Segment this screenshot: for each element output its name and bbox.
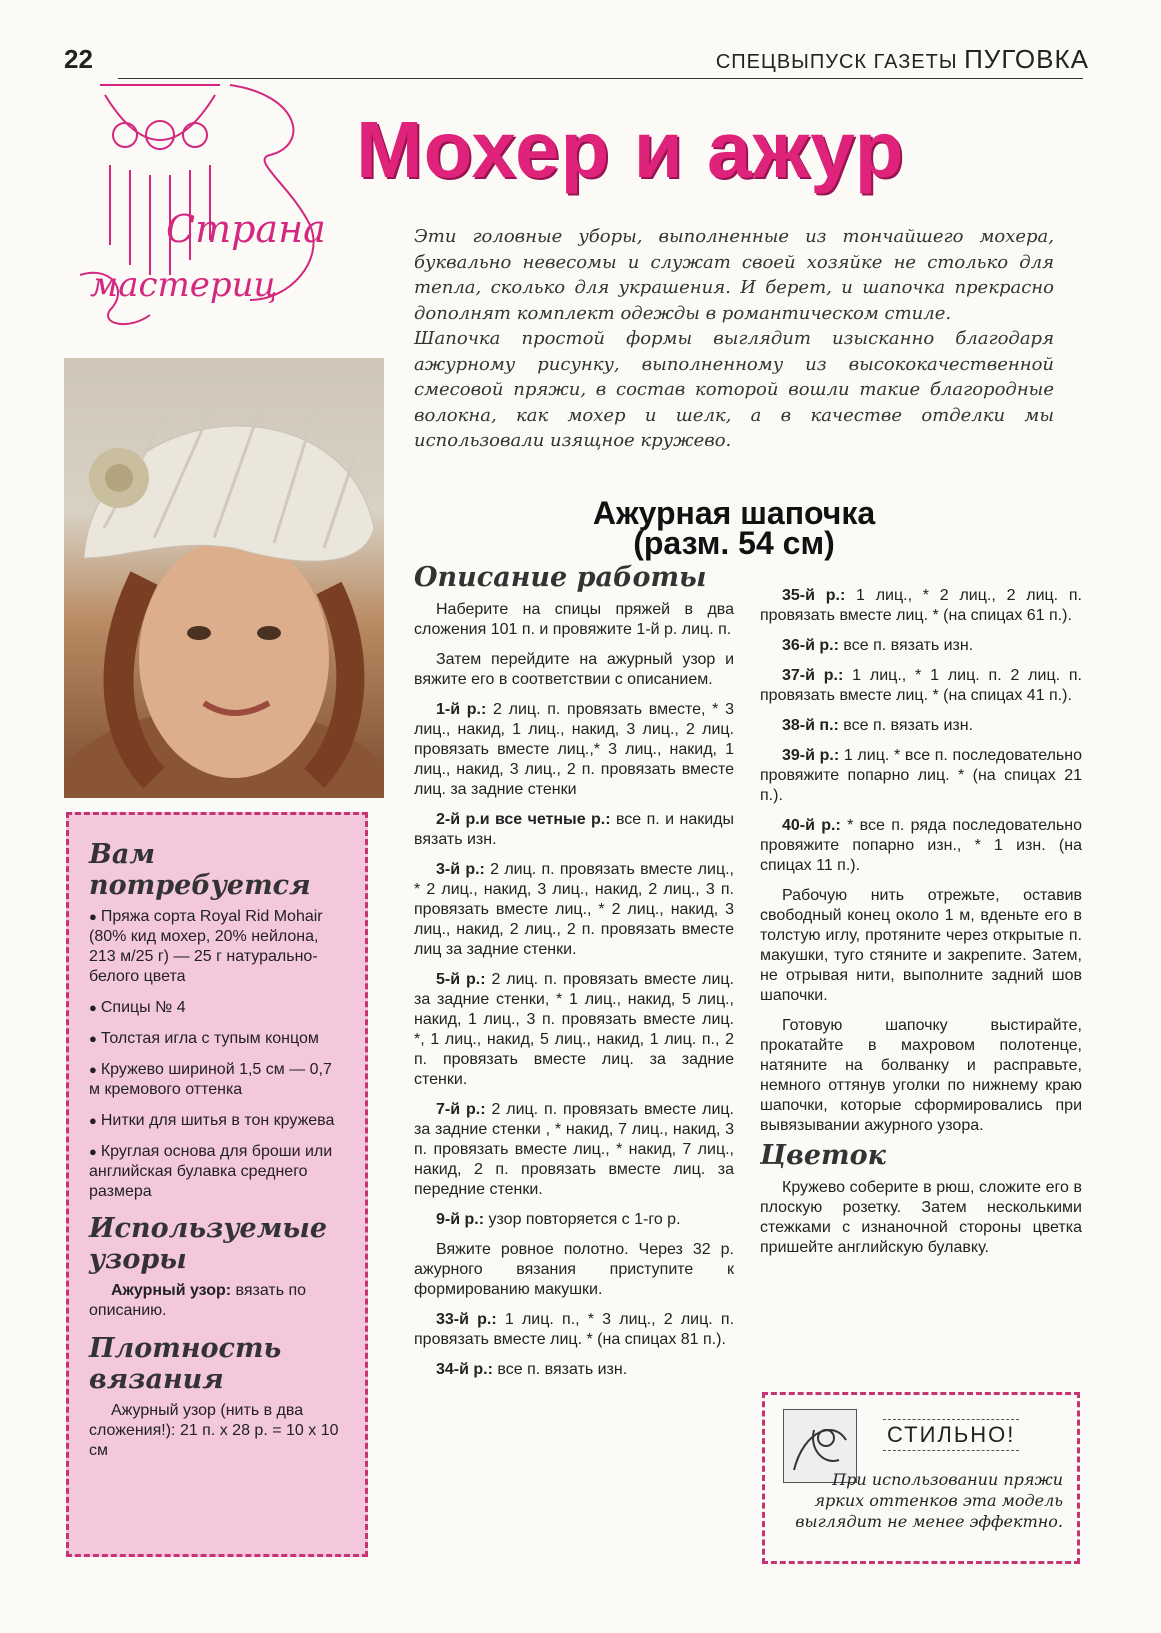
header-section: СПЕЦВЫПУСК ГАЗЕТЫ — [715, 51, 958, 73]
row-label: 7-й р.: — [436, 1101, 486, 1118]
row-label: 34-й р.: — [436, 1361, 493, 1378]
row-instruction — [414, 1100, 734, 1200]
intro-paragraph: Эти головные уборы, выполненные из тончайшего мохера, буквально невесомы и служат своей хозяйке не столько для тепла, сколько для украшения. И берет, и шапочка прекрасно дополнят комплект одежды в романтическом стиле. — [414, 226, 1054, 324]
row-text: узор повторяется с 1-го р. — [484, 1211, 681, 1228]
row-text: 2 лиц. п. провязать вместе лиц. за задние стенки, * 1 лиц., накид, 5 лиц., накид, 1 лиц., 3 п. провязать вместе лиц. *, 1 лиц., накид, 5 лиц., накид, 1 лиц. п., 2 п. провязать вместе лиц. за задние стенки. — [414, 971, 735, 1088]
instructions-column-2 — [760, 586, 1082, 1268]
stylish-tip-box — [762, 1392, 1080, 1564]
row-text: все п. вязать изн. — [838, 717, 974, 734]
flower-text: Кружево соберите в рюш, сложите его в плоскую розетку. Затем несколькими стежками с изнаночной стороны цветка пришейте английскую булавку. — [760, 1179, 1082, 1256]
materials-heading: Вам потребуется — [89, 839, 311, 901]
list-item: ● Круглая основа для броши или английская булавка среднего размера — [89, 1142, 347, 1202]
instructions-column-1 — [414, 562, 735, 1390]
row-instruction — [414, 1360, 734, 1380]
row-text: 2 лиц. п. провязать вместе лиц., * 2 лиц., накид, 3 лиц., накид, 2 лиц., 3 п. провязать вместе лиц., * 2 лиц., накид, 3 лиц., накид, 2 лиц., 2 п. провязать вместе лиц за задние стенки. — [414, 861, 734, 958]
row-instruction — [414, 1210, 734, 1230]
row-instruction — [760, 816, 1082, 876]
patterns-text — [89, 1281, 347, 1321]
density-text: Ажурный узор (нить в два сложения!): 21 п. х 28 р. = 10 х 10 см — [89, 1402, 339, 1459]
pattern-title-line1: Ажурная шапочка — [592, 495, 876, 531]
logo-line1: Страна — [166, 207, 326, 251]
patterns-label: Ажурный узор: — [111, 1282, 232, 1299]
row-instruction — [760, 636, 1082, 656]
row-instruction — [760, 586, 1082, 626]
row-label: 38-й п.: — [782, 717, 839, 734]
row-label: 2-й р.и все четные р.: — [436, 811, 611, 828]
row-label: 9-й р.: — [436, 1211, 485, 1228]
list-item: ● Спицы № 4 — [89, 998, 347, 1018]
row-label: 36-й р.: — [782, 637, 839, 654]
density-heading: Плотность вязания — [89, 1333, 282, 1395]
article-title: Мохер и ажур — [356, 105, 905, 194]
row-text: * все п. ряда последовательно провяжите попарно изн., * 1 изн. (на спицах 11 п.). — [760, 817, 1083, 874]
list-item: ● Кружево шириной 1,5 см — 0,7 м кремового оттенка — [89, 1060, 347, 1100]
materials-sidebar — [66, 812, 368, 1557]
row-text: 2 лиц. п. провязать вместе, * 3 лиц., накид, 1 лиц., накид, 3 лиц., 2 лиц. провязать вместе лиц.,* 3 лиц., накид, 1 лиц., накид, 3 лиц., 2 п. провязать вместе лиц. за задние стенки — [414, 701, 734, 798]
stylish-text: При использовании пряжи ярких оттенков эта модель выглядит не менее эффектно. — [795, 1470, 1063, 1531]
row-label: 1-й р.: — [436, 701, 487, 718]
row-text: все п. вязать изн. — [838, 637, 974, 654]
woman-in-lace-hat-image — [64, 358, 384, 798]
row-instruction — [414, 860, 734, 960]
row-instruction — [760, 716, 1082, 736]
pattern-title — [414, 495, 1054, 561]
crown-intro-text: Вяжите ровное полотно. Через 32 р. ажурного вязания приступите к формированию макушки. — [414, 1241, 734, 1298]
row-text: все п. вязать изн. — [492, 1361, 628, 1378]
row-text: 1 лиц., * 1 лиц. п. 2 лиц. п. провязать вместе лиц. * (на спицах 41 п.). — [760, 667, 1083, 704]
finishing-text: Рабочую нить отрежьте, оставив свободный конец около 1 м, вденьте его в толстую иглу, протяните через открытые п. макушки, туго стяните и закрепите. Затем, не отрывая нити, выполните задний шов шапочки. — [760, 887, 1082, 1004]
page-number: 22 — [64, 44, 93, 74]
cast-on-text: Наберите на спицы пряжей в два сложения 101 п. и провяжите 1-й р. лиц. п. — [414, 601, 734, 638]
pattern-intro-text: Затем перейдите на ажурный узор и вяжите его в соответствии с описанием. — [414, 651, 734, 688]
row-instruction — [760, 666, 1082, 706]
section-logo — [70, 75, 360, 345]
row-text: 1 лиц. * все п. последовательно провяжите попарно лиц. * (на спицах 21 п.). — [760, 747, 1083, 804]
stylish-label: СТИЛЬНО! — [883, 1419, 1019, 1451]
row-label: 35-й р.: — [782, 587, 846, 604]
row-label: 39-й р.: — [782, 747, 840, 764]
row-instruction — [414, 700, 734, 800]
header-title — [716, 44, 1089, 75]
row-text: 1 лиц., * 2 лиц., 2 лиц. п. провязать вместе лиц. * (на спицах 61 п.). — [760, 587, 1082, 624]
row-instruction — [414, 1310, 734, 1350]
list-item: ● Нитки для шитья в тон кружева — [89, 1111, 347, 1131]
row-label: 5-й р.: — [436, 971, 486, 988]
materials-list — [89, 907, 347, 1202]
intro-paragraph: Шапочка простой формы выглядит изысканно благодаря ажурному рисунку, выполненному из высококачественной смесовой пряжи, в состав которой вошли такие благородные волокна, как мохер и шелк, а в качестве отделки мы использовали изящное кружево. — [414, 328, 1054, 451]
patterns-desc: вязать по описанию. — [89, 1282, 307, 1319]
list-item: ● Пряжа сорта Royal Rid Mohair (80% кид мохер, 20% нейлона, 213 м/25 г) — 25 г натурально-белого цвета — [89, 907, 347, 987]
header-brand: ПУГОВКА — [964, 44, 1089, 74]
row-text: все п. и накиды вязать изн. — [414, 811, 734, 848]
work-heading: Описание работы — [414, 562, 707, 593]
row-label: 40-й р.: — [782, 817, 841, 834]
row-text: 2 лиц. п. провязать вместе лиц. за задние стенки , * накид, 7 лиц., накид, 3 п. провязать вместе лиц., * накид, 7 лиц., накид, 2 п. провязать вместе лиц. за передние стенки. — [414, 1101, 735, 1198]
list-item: ● Толстая игла с тупым концом — [89, 1029, 347, 1049]
row-label: 3-й р.: — [436, 861, 485, 878]
hat-photo — [64, 358, 384, 798]
blocking-text: Готовую шапочку выстирайте, прокатайте в махровом полотенце, натяните на болванку и расправьте, немного оттянув уголки по нижнему краю шапочки, которые сформировались при вывязывании ажурного узора. — [760, 1017, 1082, 1134]
row-label: 33-й р.: — [436, 1311, 497, 1328]
pattern-size: (разм. 54 см) — [633, 525, 835, 561]
patterns-heading: Используемые узоры — [89, 1213, 328, 1275]
row-text: 1 лиц. п., * 3 лиц., 2 лиц. п. провязать вместе лиц. * (на спицах 81 п.). — [414, 1311, 735, 1348]
logo-line2: мастериц — [90, 265, 278, 305]
row-label: 37-й р.: — [782, 667, 844, 684]
row-instruction — [414, 970, 734, 1090]
row-instruction — [414, 810, 734, 850]
row-instruction — [760, 746, 1082, 806]
flower-heading: Цветок — [760, 1140, 886, 1171]
intro-text — [414, 224, 1054, 454]
